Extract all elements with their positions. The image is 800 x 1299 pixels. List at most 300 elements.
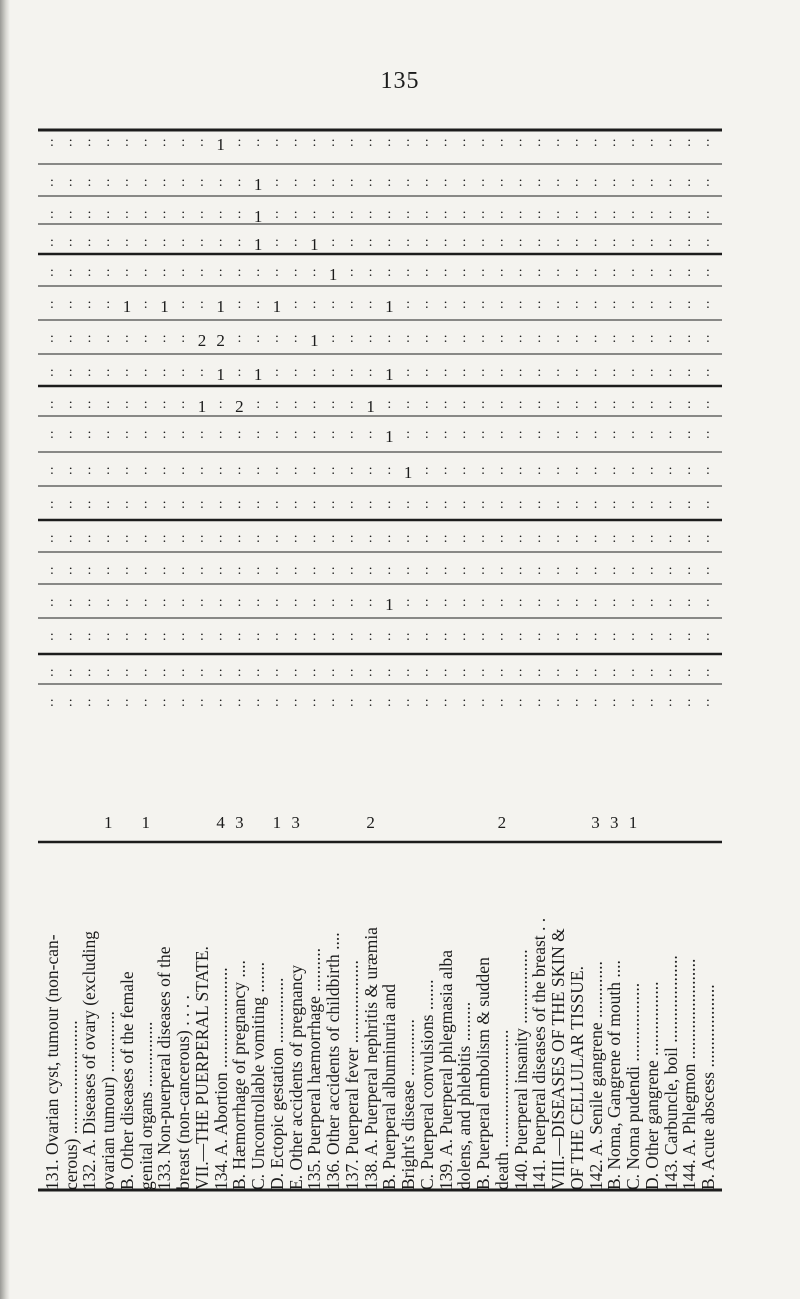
leader-dot: : (556, 397, 560, 412)
leader-dot: : (87, 629, 92, 644)
leader-dot: : (162, 331, 167, 346)
leader-dot: : (668, 175, 673, 190)
leader-dot: : (481, 365, 486, 380)
leader-dot: : (706, 595, 710, 610)
leader-dot: : (556, 331, 560, 346)
leader-dot: : (631, 695, 635, 710)
leader-dot: : (499, 297, 504, 312)
leader-dot: : (424, 297, 429, 312)
leader-dot: : (424, 175, 429, 190)
leader-dot: : (387, 563, 392, 578)
leader-dot: : (237, 365, 242, 380)
page-edge-shadow (0, 0, 10, 1299)
leader-dot: : (649, 563, 654, 578)
leader-dot: : (274, 463, 279, 478)
leader-dot: : (143, 265, 148, 280)
leader-dot: : (162, 175, 167, 190)
leader-dot: : (387, 531, 392, 546)
leader-dot: : (687, 175, 692, 190)
leader-dot: : (631, 563, 635, 578)
row-label-text: VIII.—DISEASES OF THE SKIN & (548, 928, 569, 1190)
leader-dot: : (668, 265, 673, 280)
leader-dot: : (424, 563, 429, 578)
leader-dot: : (237, 135, 242, 150)
leader-dot: : (293, 175, 298, 190)
leader-dot: : (631, 235, 635, 250)
leader-dot: : (331, 135, 336, 150)
leader-dot: : (349, 563, 354, 578)
leader-dot: : (556, 135, 560, 150)
leader-dot: : (668, 497, 673, 512)
leader-dot: : (631, 135, 635, 150)
leader-dot: : (199, 695, 204, 710)
leader-dot: : (293, 207, 298, 222)
row-label-text: C. Noma pudendi .................. (623, 982, 644, 1190)
leader-dot: : (87, 563, 92, 578)
leader-dot: : (237, 531, 242, 546)
leader-dot: : (443, 265, 448, 280)
leader-dot: : (574, 427, 579, 442)
leader-dot: : (368, 563, 373, 578)
leader-dot: : (499, 463, 504, 478)
leader-dot: : (537, 665, 542, 680)
row-label-text: B. Noma, Gangrene of mouth .... (604, 960, 625, 1190)
ledger-value: 1 (216, 365, 225, 384)
leader-dot: : (349, 497, 354, 512)
leader-dot: : (68, 665, 73, 680)
leader-dot: : (143, 497, 148, 512)
ledger-value: 1 (197, 397, 207, 416)
leader-dot: : (331, 463, 336, 478)
leader-dot: : (293, 235, 298, 250)
leader-dot: : (368, 497, 373, 512)
leader-dot: : (218, 563, 223, 578)
leader-dot: : (574, 629, 579, 644)
leader-dot: : (349, 595, 354, 610)
leader-dot: : (518, 463, 523, 478)
leader-dot: : (125, 235, 129, 250)
leader-dot: : (87, 175, 92, 190)
row-total-value: 1 (141, 813, 150, 832)
leader-dot: : (518, 665, 523, 680)
leader-dot: : (593, 595, 598, 610)
leader-dot: : (368, 595, 373, 610)
leader-dot: : (406, 135, 411, 150)
leader-dot: : (181, 629, 186, 644)
leader-dot: : (125, 695, 129, 710)
leader-dot: : (87, 207, 92, 222)
leader-dot: : (499, 207, 504, 222)
row-label-text: 135. Puerperal hæmorrhage .......... (304, 947, 325, 1190)
row-total-value: 3 (610, 813, 619, 832)
leader-dot: : (406, 497, 411, 512)
leader-dot: : (462, 629, 467, 644)
leader-dot: : (612, 563, 617, 578)
leader-dot: : (237, 427, 242, 442)
leader-dot: : (162, 365, 167, 380)
leader-dot: : (181, 175, 186, 190)
leader-dot: : (424, 531, 429, 546)
leader-dot: : (162, 665, 167, 680)
leader-dot: : (424, 207, 429, 222)
leader-dot: : (649, 135, 654, 150)
leader-dot: : (199, 563, 204, 578)
leader-dot: : (518, 497, 523, 512)
leader-dot: : (481, 665, 486, 680)
leader-dot: : (406, 665, 411, 680)
leader-dot: : (462, 175, 467, 190)
row-total-value: 4 (216, 813, 225, 832)
leader-dot: : (162, 531, 167, 546)
leader-dot: : (574, 365, 579, 380)
leader-dot: : (481, 695, 486, 710)
row-label-text: Bright's disease ............. (398, 1019, 419, 1190)
leader-dot: : (649, 265, 654, 280)
row-total-value: 2 (497, 813, 507, 832)
leader-dot: : (312, 595, 317, 610)
leader-dot: : (574, 331, 579, 346)
leader-dot: : (481, 427, 486, 442)
leader-dot: : (199, 463, 204, 478)
leader-dot: : (349, 235, 354, 250)
leader-dot: : (68, 265, 73, 280)
leader-dot: : (668, 397, 673, 412)
leader-dot: : (406, 563, 411, 578)
leader-dot: : (312, 629, 317, 644)
leader-dot: : (106, 397, 111, 412)
leader-dot: : (687, 463, 692, 478)
leader-dot: : (424, 365, 429, 380)
leader-dot: : (125, 365, 129, 380)
leader-dot: : (50, 175, 54, 190)
leader-dot: : (143, 175, 148, 190)
leader-dot: : (293, 629, 298, 644)
leader-dot: : (687, 331, 692, 346)
leader-dot: : (331, 629, 336, 644)
leader-dot: : (668, 695, 673, 710)
leader-dot: : (331, 665, 336, 680)
leader-dot: : (125, 595, 129, 610)
leader-dot: : (143, 665, 148, 680)
leader-dot: : (349, 365, 354, 380)
leader-dot: : (518, 235, 523, 250)
leader-dot: : (612, 331, 617, 346)
leader-dot: : (499, 563, 504, 578)
row-label-text: B. Other diseases of the female (116, 971, 137, 1190)
leader-dot: : (50, 595, 54, 610)
leader-dot: : (237, 175, 242, 190)
ledger-value: 2 (235, 397, 244, 416)
leader-dot: : (537, 397, 542, 412)
leader-dot: : (87, 297, 92, 312)
leader-dot: : (125, 629, 129, 644)
leader-dot: : (612, 427, 617, 442)
leader-dot: : (499, 427, 504, 442)
leader-dot: : (50, 207, 54, 222)
leader-dot: : (237, 563, 242, 578)
leader-dot: : (256, 563, 261, 578)
leader-dot: : (125, 427, 129, 442)
leader-dot: : (274, 595, 279, 610)
leader-dot: : (125, 207, 129, 222)
leader-dot: : (349, 665, 354, 680)
row-label-text: 133. Non-puerperal diseases of the (154, 946, 175, 1190)
leader-dot: : (349, 135, 354, 150)
leader-dot: : (706, 695, 710, 710)
leader-dot: : (87, 595, 92, 610)
leader-dot: : (574, 135, 579, 150)
leader-dot: : (331, 531, 336, 546)
leader-dot: : (143, 397, 148, 412)
leader-dot: : (443, 531, 448, 546)
row-label (697, 850, 719, 1190)
leader-dot: : (368, 235, 373, 250)
leader-dot: : (162, 135, 167, 150)
leader-dot: : (631, 365, 635, 380)
leader-dot: : (499, 135, 504, 150)
leader-dot: : (274, 397, 279, 412)
leader-dot: : (256, 331, 261, 346)
leader-dot: : (368, 463, 373, 478)
leader-dot: : (293, 331, 298, 346)
leader-dot: : (631, 427, 635, 442)
leader-dot: : (106, 629, 111, 644)
ledger-value: 1 (310, 235, 319, 254)
leader-dot: : (443, 135, 448, 150)
leader-dot: : (443, 629, 448, 644)
leader-dot: : (574, 563, 579, 578)
leader-dot: : (462, 331, 467, 346)
leader-dot: : (368, 331, 373, 346)
leader-dot: : (499, 695, 504, 710)
leader-dot: : (218, 397, 223, 412)
leader-dot: : (218, 531, 223, 546)
leader-dot: : (687, 695, 692, 710)
leader-dot: : (199, 265, 204, 280)
leader-dot: : (87, 235, 92, 250)
leader-dot: : (631, 331, 635, 346)
leader-dot: : (87, 665, 92, 680)
leader-dot: : (593, 265, 598, 280)
leader-dot: : (499, 235, 504, 250)
leader-dot: : (143, 531, 148, 546)
leader-dot: : (181, 497, 186, 512)
row-label-text: VII.—THE PUERPERAL STATE. (191, 946, 212, 1190)
leader-dot: : (331, 207, 336, 222)
leader-dot: : (181, 207, 186, 222)
leader-dot: : (649, 463, 654, 478)
leader-dot: : (556, 665, 560, 680)
leader-dot: : (50, 235, 54, 250)
leader-dot: : (687, 563, 692, 578)
row-label-text: 131. Ovarian cyst, tumour (non-can- (42, 934, 62, 1190)
leader-dot: : (593, 207, 598, 222)
leader-dot: : (68, 497, 73, 512)
leader-dot: : (368, 265, 373, 280)
leader-dot: : (443, 463, 448, 478)
leader-dot: : (274, 207, 279, 222)
ledger-value: 1 (366, 397, 375, 416)
leader-dot: : (68, 563, 73, 578)
leader-dot: : (612, 497, 617, 512)
leader-dot: : (574, 463, 579, 478)
leader-dot: : (518, 331, 523, 346)
leader-dot: : (274, 175, 279, 190)
leader-dot: : (368, 695, 373, 710)
row-label-text: D. Ectopic gestation ............... (266, 977, 287, 1190)
leader-dot: : (462, 427, 467, 442)
leader-dot: : (50, 331, 54, 346)
leader-dot: : (687, 397, 692, 412)
leader-dot: : (574, 531, 579, 546)
row-labels (38, 850, 722, 1194)
leader-dot: : (387, 175, 392, 190)
leader-dot: : (50, 563, 54, 578)
leader-dot: : (87, 531, 92, 546)
ledger-value: 1 (216, 135, 225, 154)
leader-dot: : (237, 265, 242, 280)
leader-dot: : (106, 665, 111, 680)
leader-dot: : (649, 427, 654, 442)
leader-dot: : (349, 463, 354, 478)
leader-dot: : (537, 629, 542, 644)
leader-dot: : (631, 629, 635, 644)
leader-dot: : (293, 265, 298, 280)
leader-dot: : (50, 463, 54, 478)
leader-dot: : (706, 563, 710, 578)
leader-dot: : (274, 427, 279, 442)
leader-dot: : (68, 629, 73, 644)
leader-dot: : (649, 695, 654, 710)
leader-dot: : (481, 135, 486, 150)
leader-dot: : (462, 235, 467, 250)
leader-dot: : (443, 365, 448, 380)
leader-dot: : (649, 235, 654, 250)
leader-dot: : (518, 595, 523, 610)
leader-dot: : (256, 265, 261, 280)
leader-dot: : (499, 365, 504, 380)
leader-dot: : (106, 207, 111, 222)
ledger-value: 1 (253, 207, 263, 226)
leader-dot: : (349, 265, 354, 280)
leader-dot: : (574, 695, 579, 710)
leader-dot: : (368, 365, 373, 380)
leader-dot: : (687, 207, 692, 222)
leader-dot: : (443, 665, 448, 680)
leader-dot: : (387, 397, 392, 412)
ledger-value: 1 (160, 297, 169, 316)
leader-dot: : (331, 563, 336, 578)
leader-dot: : (237, 235, 242, 250)
leader-dot: : (481, 331, 486, 346)
leader-dot: : (274, 563, 279, 578)
leader-dot: : (125, 331, 129, 346)
leader-dot: : (574, 497, 579, 512)
leader-dot: : (424, 397, 429, 412)
leader-dot: : (106, 463, 111, 478)
leader-dot: : (181, 531, 186, 546)
leader-dot: : (668, 365, 673, 380)
leader-dot: : (368, 297, 373, 312)
leader-dot: : (199, 175, 204, 190)
row-total-value: 3 (291, 813, 300, 832)
leader-dot: : (293, 665, 298, 680)
leader-dot: : (87, 397, 92, 412)
row-label-text: 138. A. Puerperal nephritis & uræmia (360, 927, 381, 1190)
row-label-text: 144. A. Phlegmon ....................... (679, 958, 700, 1190)
leader-dot: : (593, 297, 598, 312)
leader-dot: : (312, 135, 317, 150)
leader-dot: : (518, 175, 523, 190)
leader-dot: : (312, 175, 317, 190)
leader-dot: : (50, 397, 54, 412)
leader-dot: : (312, 207, 317, 222)
leader-dot: : (256, 629, 261, 644)
leader-dot: : (106, 265, 111, 280)
leader-dot: : (199, 207, 204, 222)
leader-dot: : (162, 629, 167, 644)
row-label-text: C. Puerperal convulsions ....... (416, 979, 437, 1190)
leader-dot: : (612, 297, 617, 312)
leader-dot: : (612, 463, 617, 478)
leader-dot: : (331, 235, 336, 250)
row-label-text: 143. Carbuncle, boil .................... (660, 955, 681, 1190)
leader-dot: : (106, 531, 111, 546)
leader-dot: : (593, 497, 598, 512)
leader-dot: : (556, 265, 560, 280)
leader-dot: : (237, 297, 242, 312)
leader-dot: : (162, 595, 167, 610)
leader-dot: : (424, 331, 429, 346)
leader-dot: : (612, 135, 617, 150)
leader-dot: : (331, 595, 336, 610)
leader-dot: : (143, 135, 148, 150)
leader-dot: : (331, 297, 336, 312)
leader-dot: : (368, 427, 373, 442)
leader-dot: : (443, 207, 448, 222)
leader-dot: : (368, 531, 373, 546)
leader-dot: : (556, 595, 560, 610)
leader-dot: : (199, 235, 204, 250)
row-label-text: OF THE CELLULAR TISSUE. (566, 966, 587, 1190)
leader-dot: : (481, 397, 486, 412)
row-label-text: 136. Other accidents of childbirth .... (323, 932, 344, 1190)
leader-dot: : (518, 365, 523, 380)
leader-dot: : (68, 135, 73, 150)
leader-dot: : (574, 235, 579, 250)
row-label-text: D. Other gangrene ................. (641, 981, 662, 1190)
leader-dot: : (574, 175, 579, 190)
leader-dot: : (481, 235, 486, 250)
leader-dot: : (331, 695, 336, 710)
leader-dot: : (706, 235, 710, 250)
leader-dot: : (50, 265, 54, 280)
leader-dot: : (406, 207, 411, 222)
leader-dot: : (443, 427, 448, 442)
leader-dot: : (537, 595, 542, 610)
ledger-value: 1 (310, 331, 319, 350)
leader-dot: : (256, 497, 261, 512)
leader-dot: : (706, 297, 710, 312)
leader-dot: : (312, 665, 317, 680)
leader-dot: : (631, 665, 635, 680)
leader-dot: : (631, 397, 635, 412)
leader-dot: : (50, 629, 54, 644)
leader-dot: : (649, 629, 654, 644)
leader-dot: : (181, 265, 186, 280)
leader-dot: : (143, 595, 148, 610)
leader-dot: : (368, 629, 373, 644)
